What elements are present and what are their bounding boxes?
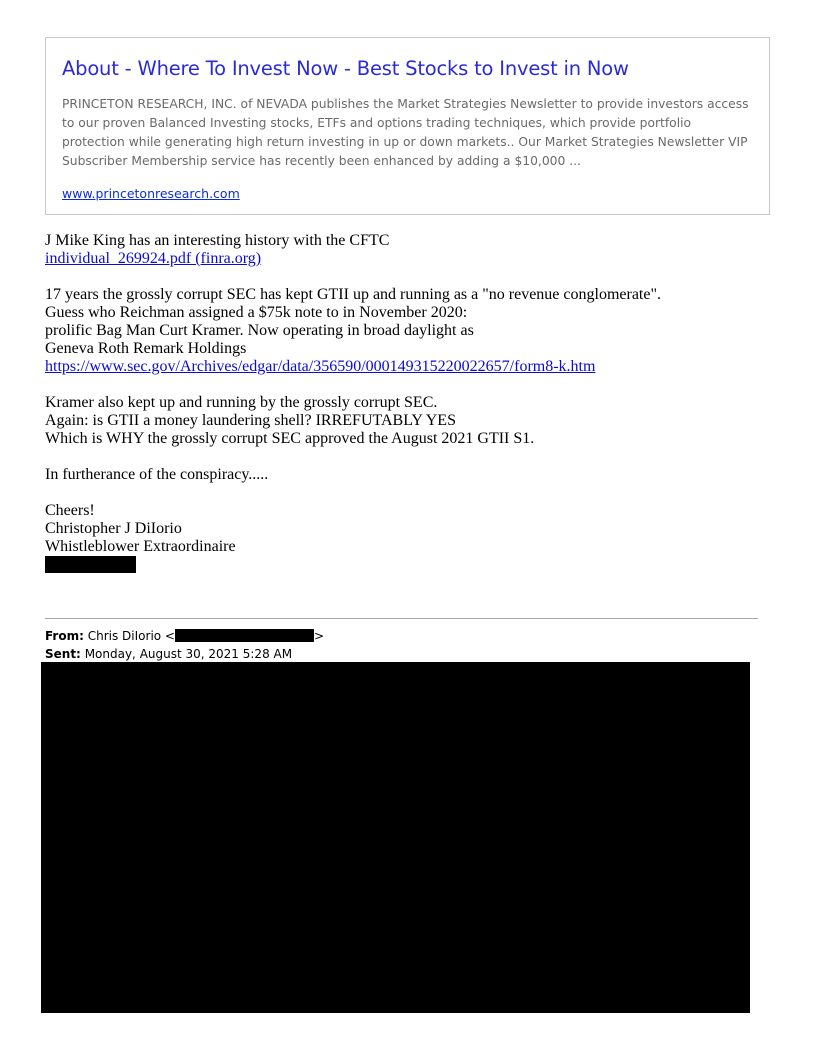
- sent-value: Monday, August 30, 2021 5:28 AM: [84, 647, 293, 661]
- body-line: J Mike King has an interesting history with the CFTC: [45, 232, 390, 249]
- from-label: From:: [45, 629, 84, 643]
- body-line: prolific Bag Man Curt Kramer. Now operating in broad daylight as: [45, 322, 474, 339]
- sent-label: Sent:: [45, 647, 81, 661]
- body-line: Guess who Reichman assigned a $75k note to in November 2020:: [45, 304, 468, 321]
- body-line: Geneva Roth Remark Holdings: [45, 340, 247, 357]
- redacted-email: [175, 629, 314, 642]
- sec-filing-link[interactable]: https://www.sec.gov/Archives/edgar/data/356590/000149315220022657/form8-k.htm: [45, 358, 596, 375]
- signature-name: Christopher J DiIorio: [45, 520, 182, 537]
- link-preview-description: PRINCETON RESEARCH, INC. of NEVADA publishes the Market Strategies Newsletter to provide investors access to our proven Balanced Investing stocks, ETFs and options trading techniques, which provide portfolio protection while generating high return investing in up or down markets.. Our Market Strategies Newsletter VIP Subscriber Membership service has recently been enhanced by adding a $10,000 ...: [62, 97, 749, 168]
- email-body: [45, 232, 785, 556]
- redaction-block: [45, 556, 136, 573]
- link-preview-url[interactable]: www.princetonresearch.com: [62, 186, 240, 201]
- signature-title: Whistleblower Extraordinaire: [45, 538, 236, 555]
- body-line: 17 years the grossly corrupt SEC has kept GTII up and running as a "no revenue conglomerate".: [45, 286, 662, 303]
- body-line: Which is WHY the grossly corrupt SEC approved the August 2021 GTII S1.: [45, 430, 535, 447]
- body-line: Again: is GTII a money laundering shell? IRREFUTABLY YES: [45, 412, 456, 429]
- from-line: [45, 627, 765, 645]
- sent-line: [45, 645, 765, 663]
- from-close: >: [314, 629, 325, 643]
- body-line: In furtherance of the conspiracy.....: [45, 466, 269, 483]
- finra-pdf-link[interactable]: individual_269924.pdf (finra.org): [45, 250, 262, 267]
- quoted-email-header: [45, 627, 765, 663]
- redaction-block: [41, 662, 750, 1013]
- signoff: Cheers!: [45, 502, 95, 519]
- link-preview-title[interactable]: About - Where To Invest Now - Best Stocks to Invest in Now: [62, 57, 629, 80]
- link-preview-card[interactable]: [45, 37, 770, 215]
- body-line: Kramer also kept up and running by the grossly corrupt SEC.: [45, 394, 438, 411]
- message-divider: [45, 618, 758, 619]
- from-name: Chris DiIorio <: [87, 629, 175, 643]
